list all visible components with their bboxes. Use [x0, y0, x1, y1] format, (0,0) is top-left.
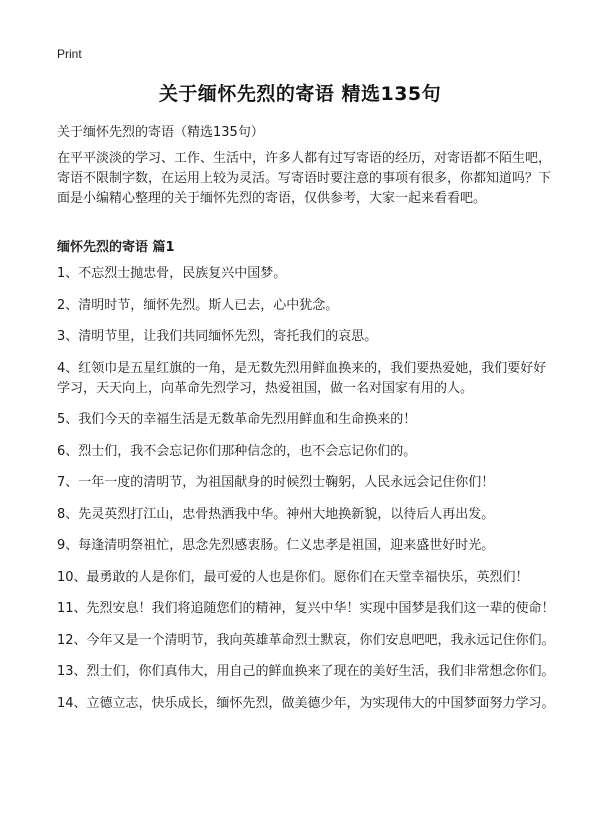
- article-subtitle: 关于缅怀先烈的寄语（精选135句）: [57, 125, 264, 140]
- list-item: 14、立德立志，快乐成长，缅怀先烈，做美德少年，为实现伟大的中国梦面努力学习。: [57, 695, 555, 711]
- list-item: 4、红领巾是五星红旗的一角，是无数先烈用鲜血换来的，我们要热爱她，我们要好好学习，天天向上，向革命先烈学习，热爱祖国，做一名对国家有用的人。: [57, 360, 547, 396]
- list-item: 1、不忘烈士抛忠骨，民族复兴中国梦。: [57, 266, 287, 281]
- message-list: [57, 264, 557, 725]
- page-title: 关于缅怀先烈的寄语 精选135句: [158, 83, 442, 105]
- list-item: 12、今年又是一个清明节，我向英雄革命烈士默哀，你们安息吧吧，我永远记住你们。: [57, 632, 555, 648]
- section-heading: 缅怀先烈的寄语 篇1: [57, 240, 175, 255]
- list-item: 6、烈士们，我不会忘记你们那种信念的，也不会忘记你们的。: [57, 443, 417, 459]
- list-item: 8、先灵英烈打江山，忠骨热洒我中华。神州大地换新貌，以待后人再出发。: [57, 506, 495, 522]
- list-item: 11、先烈安息！我们将追随您们的精神，复兴中华！实现中国梦是我们这一辈的使命！: [57, 601, 555, 616]
- list-item: 13、烈士们，你们真伟大，用自己的鲜血换来了现在的美好生活，我们非常想念你们。: [57, 664, 555, 679]
- list-item: 5、我们今天的幸福生活是无数革命先烈用鲜血和生命换来的！: [57, 412, 417, 427]
- list-item: 3、清明节里，让我们共同缅怀先烈，寄托我们的哀思。: [57, 329, 378, 344]
- list-item: 2、清明时节，缅怀先烈。斯人已去，心中犹念。: [57, 297, 339, 313]
- list-item: 10、最勇敢的人是你们，最可爱的人也是你们。愿你们在天堂幸福快乐，英烈们！: [57, 569, 529, 585]
- list-item: 7、一年一度的清明节，为祖国献身的时候烈士鞠躬，人民永远会记住你们！: [57, 475, 495, 490]
- list-item: 9、每逢清明祭祖忙，思念先烈感衷肠。仁义忠孝是祖国，迎来盛世好时光。: [57, 538, 495, 553]
- print-link[interactable]: Print: [57, 47, 82, 61]
- intro-paragraph: 在平平淡淡的学习、工作、生活中，许多人都有过写寄语的经历，对寄语都不陌生吧，寄语不限制字数，在运用上较为灵活。写寄语时要注意的事项有很多，你都知道吗？下面是小编精心整理的关于缅怀先烈的寄语，仅供参考，大家一起来看看吧。: [57, 151, 552, 206]
